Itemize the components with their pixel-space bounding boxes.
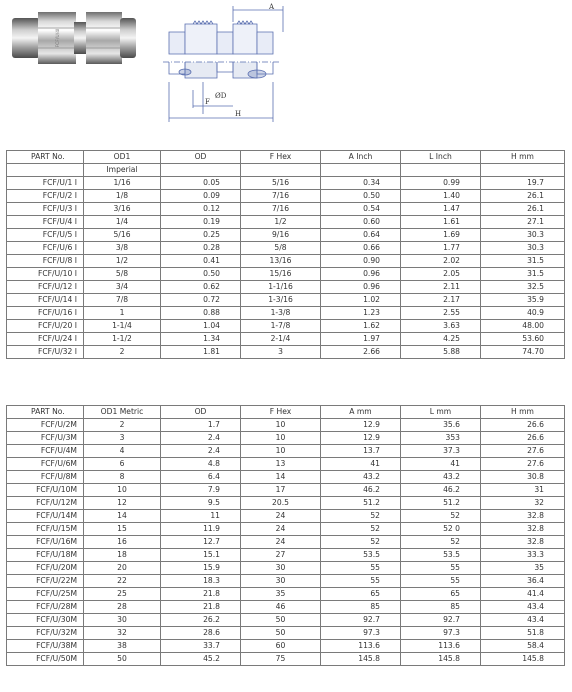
value-cell: 52 (401, 536, 481, 549)
value-cell: 35 (241, 588, 321, 601)
column-header: F Hex (241, 151, 321, 164)
empty-cell (401, 164, 481, 177)
column-header: L Inch (401, 151, 481, 164)
value-cell: 1.62 (321, 320, 401, 333)
value-cell: 31.5 (481, 268, 565, 281)
value-cell: 35.6 (401, 419, 481, 432)
table-row (7, 536, 565, 549)
value-cell: 21.8 (161, 601, 241, 614)
table-row (7, 627, 565, 640)
value-cell: 52 (321, 536, 401, 549)
value-cell: 26.6 (481, 419, 565, 432)
value-cell: 1/8 (84, 190, 161, 203)
value-cell: 32.8 (481, 523, 565, 536)
part-number-cell: FCF/U/2 I (7, 190, 84, 203)
value-cell: 0.12 (161, 203, 241, 216)
value-cell: 48.00 (481, 320, 565, 333)
value-cell: 0.99 (401, 177, 481, 190)
part-number-cell: FCF/U/5 I (7, 229, 84, 242)
value-cell: 7.9 (161, 484, 241, 497)
value-cell: 6.4 (161, 471, 241, 484)
column-header: OD (161, 151, 241, 164)
value-cell: 10 (84, 484, 161, 497)
value-cell: 14 (241, 471, 321, 484)
value-cell: 0.19 (161, 216, 241, 229)
value-cell: 0.96 (321, 281, 401, 294)
value-cell: 10 (241, 432, 321, 445)
value-cell: 51.8 (481, 627, 565, 640)
part-number-cell: FCF/U/28M (7, 601, 84, 614)
part-number-cell: FCF/U/32M (7, 627, 84, 640)
value-cell: 30.3 (481, 242, 565, 255)
value-cell: 19.7 (481, 177, 565, 190)
subheader-row (7, 164, 565, 177)
value-cell: 12 (84, 497, 161, 510)
table-row (7, 510, 565, 523)
value-cell: 52 (321, 523, 401, 536)
value-cell: 32 (84, 627, 161, 640)
table-row (7, 614, 565, 627)
value-cell: 1.97 (321, 333, 401, 346)
table-row (7, 575, 565, 588)
value-cell: 9.5 (161, 497, 241, 510)
value-cell: 0.62 (161, 281, 241, 294)
value-cell: 1.34 (161, 333, 241, 346)
value-cell: 3.63 (401, 320, 481, 333)
value-cell: 7/16 (241, 203, 321, 216)
value-cell: 30 (241, 575, 321, 588)
value-cell: 30.8 (481, 471, 565, 484)
imperial-spec-table (6, 150, 565, 359)
value-cell: 3 (241, 346, 321, 359)
value-cell: 55 (321, 575, 401, 588)
value-cell: 53.60 (481, 333, 565, 346)
table-row (7, 229, 565, 242)
value-cell: 24 (241, 510, 321, 523)
value-cell: 33.7 (161, 640, 241, 653)
value-cell: 1 (84, 307, 161, 320)
part-number-cell: FCF/U/20M (7, 562, 84, 575)
value-cell: 2-1/4 (241, 333, 321, 346)
value-cell: 35 (481, 562, 565, 575)
value-cell: 55 (321, 562, 401, 575)
part-number-cell: FCF/U/6M (7, 458, 84, 471)
value-cell: 10 (241, 419, 321, 432)
value-cell: 13 (241, 458, 321, 471)
value-cell: 6 (84, 458, 161, 471)
value-cell: 5/8 (84, 268, 161, 281)
value-cell: 53.5 (321, 549, 401, 562)
value-cell: 1-3/8 (241, 307, 321, 320)
value-cell: 18.3 (161, 575, 241, 588)
value-cell: 52 (321, 510, 401, 523)
value-cell: 2 (84, 346, 161, 359)
value-cell: 32.5 (481, 281, 565, 294)
part-number-cell: FCF/U/18M (7, 549, 84, 562)
part-number-cell: FCF/U/4 I (7, 216, 84, 229)
value-cell: 85 (321, 601, 401, 614)
value-cell: 27.1 (481, 216, 565, 229)
header-row (7, 151, 565, 164)
column-header: PART No. (7, 151, 84, 164)
value-cell: 92.7 (321, 614, 401, 627)
value-cell: 0.50 (161, 268, 241, 281)
part-number-cell: FCF/U/10M (7, 484, 84, 497)
value-cell: 13/16 (241, 255, 321, 268)
part-number-cell: FCF/U/1 I (7, 177, 84, 190)
value-cell: 2 (84, 419, 161, 432)
value-cell: 28 (84, 601, 161, 614)
value-cell: 46 (241, 601, 321, 614)
value-cell: 25 (84, 588, 161, 601)
table-row (7, 268, 565, 281)
value-cell: 26.1 (481, 190, 565, 203)
table-row (7, 242, 565, 255)
value-cell: 16 (84, 536, 161, 549)
value-cell: 28.6 (161, 627, 241, 640)
value-cell: 92.7 (401, 614, 481, 627)
value-cell: 1.69 (401, 229, 481, 242)
value-cell: 0.64 (321, 229, 401, 242)
value-cell: 37.3 (401, 445, 481, 458)
value-cell: 7/8 (84, 294, 161, 307)
dim-od-label: ØD (215, 92, 227, 100)
value-cell: 1/2 (84, 255, 161, 268)
table-row (7, 281, 565, 294)
part-number-cell: FCF/U/2M (7, 419, 84, 432)
value-cell: 0.50 (321, 190, 401, 203)
table-row (7, 177, 565, 190)
value-cell: 30.3 (481, 229, 565, 242)
table-row (7, 255, 565, 268)
value-cell: 60 (241, 640, 321, 653)
value-cell: 26.2 (161, 614, 241, 627)
value-cell: 21.8 (161, 588, 241, 601)
table-row (7, 333, 565, 346)
part-number-cell: FCF/U/38M (7, 640, 84, 653)
value-cell: 33.3 (481, 549, 565, 562)
value-cell: 10 (241, 445, 321, 458)
value-cell: 30 (241, 562, 321, 575)
part-number-cell: FCF/U/25M (7, 588, 84, 601)
value-cell: 1-7/8 (241, 320, 321, 333)
value-cell: 1/4 (84, 216, 161, 229)
table-row (7, 588, 565, 601)
table-row (7, 294, 565, 307)
empty-cell (7, 164, 84, 177)
value-cell: 26.6 (481, 432, 565, 445)
value-cell: 74.70 (481, 346, 565, 359)
value-cell: 0.09 (161, 190, 241, 203)
value-cell: 1-3/16 (241, 294, 321, 307)
value-cell: 11.9 (161, 523, 241, 536)
value-cell: 1.7 (161, 419, 241, 432)
value-cell: 17 (241, 484, 321, 497)
value-cell: 3/16 (84, 203, 161, 216)
part-number-cell: FCF/U/32 I (7, 346, 84, 359)
value-cell: 1.61 (401, 216, 481, 229)
value-cell: 51.2 (321, 497, 401, 510)
part-number-cell: FCF/U/50M (7, 653, 84, 666)
value-cell: 27.6 (481, 458, 565, 471)
value-cell: 7/16 (241, 190, 321, 203)
value-cell: 0.41 (161, 255, 241, 268)
table-row (7, 653, 565, 666)
dim-f-label: F (205, 98, 210, 106)
table-row (7, 523, 565, 536)
empty-cell (481, 164, 565, 177)
value-cell: 1/16 (84, 177, 161, 190)
part-number-cell: FCF/U/12 I (7, 281, 84, 294)
value-cell: 46.2 (321, 484, 401, 497)
value-cell: 1.04 (161, 320, 241, 333)
empty-cell (321, 164, 401, 177)
part-number-cell: FCF/U/24 I (7, 333, 84, 346)
value-cell: 15.1 (161, 549, 241, 562)
value-cell: 32 (481, 497, 565, 510)
column-header: OD (161, 406, 241, 419)
value-cell: 45.2 (161, 653, 241, 666)
table-row (7, 601, 565, 614)
part-number-cell: FCF/U/4M (7, 445, 84, 458)
value-cell: 1/2 (241, 216, 321, 229)
value-cell: 145.8 (321, 653, 401, 666)
value-cell: 75 (241, 653, 321, 666)
value-cell: 12.9 (321, 419, 401, 432)
value-cell: 43.2 (401, 471, 481, 484)
part-number-cell: FCF/U/10 I (7, 268, 84, 281)
value-cell: 1-1/4 (84, 320, 161, 333)
value-cell: 52 (401, 510, 481, 523)
value-cell: 0.88 (161, 307, 241, 320)
value-cell: 0.25 (161, 229, 241, 242)
value-cell: 2.66 (321, 346, 401, 359)
value-cell: 0.90 (321, 255, 401, 268)
value-cell: 55 (401, 562, 481, 575)
value-cell: 20.5 (241, 497, 321, 510)
value-cell: 15/16 (241, 268, 321, 281)
table-row (7, 458, 565, 471)
value-cell: 43.4 (481, 614, 565, 627)
value-cell: 4.8 (161, 458, 241, 471)
value-cell: 38 (84, 640, 161, 653)
column-header: H mm (481, 406, 565, 419)
table-row (7, 320, 565, 333)
table-row (7, 562, 565, 575)
value-cell: 22 (84, 575, 161, 588)
value-cell: 46.2 (401, 484, 481, 497)
value-cell: 26.1 (481, 203, 565, 216)
column-header: OD1 (84, 151, 161, 164)
value-cell: 3 (84, 432, 161, 445)
value-cell: 31 (481, 484, 565, 497)
part-number-cell: FCF/U/14 I (7, 294, 84, 307)
column-header: F Hex (241, 406, 321, 419)
value-cell: 35.9 (481, 294, 565, 307)
value-cell: 1.77 (401, 242, 481, 255)
value-cell: 3/8 (84, 242, 161, 255)
value-cell: 1.40 (401, 190, 481, 203)
empty-cell (241, 164, 321, 177)
value-cell: 0.54 (321, 203, 401, 216)
value-cell: 0.72 (161, 294, 241, 307)
value-cell: 5/8 (241, 242, 321, 255)
fitting-photo (10, 6, 138, 70)
unit-subheader: Imperial (84, 164, 161, 177)
value-cell: 18 (84, 549, 161, 562)
value-cell: 43.4 (481, 601, 565, 614)
column-header: OD1 Metric (84, 406, 161, 419)
value-cell: 65 (401, 588, 481, 601)
table-row (7, 640, 565, 653)
value-cell: 58.4 (481, 640, 565, 653)
value-cell: 50 (84, 653, 161, 666)
value-cell: 41 (321, 458, 401, 471)
column-header: A mm (321, 406, 401, 419)
value-cell: 4.25 (401, 333, 481, 346)
table-row (7, 497, 565, 510)
value-cell: 2.02 (401, 255, 481, 268)
value-cell: 50 (241, 614, 321, 627)
part-number-cell: FCF/U/12M (7, 497, 84, 510)
value-cell: 113.6 (401, 640, 481, 653)
value-cell: 5/16 (84, 229, 161, 242)
value-cell: 1-1/16 (241, 281, 321, 294)
part-number-cell: FCF/U/8 I (7, 255, 84, 268)
part-number-cell: FCF/U/22M (7, 575, 84, 588)
value-cell: 2.55 (401, 307, 481, 320)
value-cell: 0.05 (161, 177, 241, 190)
value-cell: 97.3 (401, 627, 481, 640)
column-header: A Inch (321, 151, 401, 164)
column-header: PART No. (7, 406, 84, 419)
value-cell: 53.5 (401, 549, 481, 562)
value-cell: 32.8 (481, 510, 565, 523)
value-cell: 4 (84, 445, 161, 458)
value-cell: 1-1/2 (84, 333, 161, 346)
value-cell: 0.66 (321, 242, 401, 255)
value-cell: 2.4 (161, 432, 241, 445)
value-cell: 8 (84, 471, 161, 484)
value-cell: 36.4 (481, 575, 565, 588)
value-cell: 1.23 (321, 307, 401, 320)
metric-spec-table (6, 405, 565, 666)
part-number-cell: FCF/U/14M (7, 510, 84, 523)
value-cell: 5.88 (401, 346, 481, 359)
value-cell: 41.4 (481, 588, 565, 601)
part-number-cell: FCF/U/6 I (7, 242, 84, 255)
dim-h-label: H (235, 110, 242, 118)
value-cell: 12.9 (321, 432, 401, 445)
value-cell: 2.4 (161, 445, 241, 458)
header-row (7, 406, 565, 419)
value-cell: 85 (401, 601, 481, 614)
table-row (7, 471, 565, 484)
value-cell: 353 (401, 432, 481, 445)
value-cell: 14 (84, 510, 161, 523)
part-number-cell: FCF/U/16M (7, 536, 84, 549)
table-row (7, 346, 565, 359)
value-cell: 5/16 (241, 177, 321, 190)
photo-engraving: FCF/U/4I (56, 28, 61, 48)
value-cell: 0.96 (321, 268, 401, 281)
value-cell: 52 0 (401, 523, 481, 536)
table-row (7, 445, 565, 458)
value-cell: 40.9 (481, 307, 565, 320)
part-number-cell: FCF/U/20 I (7, 320, 84, 333)
value-cell: 15.9 (161, 562, 241, 575)
table-row (7, 432, 565, 445)
table-row (7, 307, 565, 320)
part-number-cell: FCF/U/16 I (7, 307, 84, 320)
value-cell: 0.28 (161, 242, 241, 255)
part-number-cell: FCF/U/3M (7, 432, 84, 445)
part-number-cell: FCF/U/3 I (7, 203, 84, 216)
value-cell: 0.34 (321, 177, 401, 190)
value-cell: 113.6 (321, 640, 401, 653)
value-cell: 15 (84, 523, 161, 536)
empty-cell (161, 164, 241, 177)
value-cell: 11 (161, 510, 241, 523)
value-cell: 32.8 (481, 536, 565, 549)
value-cell: 13.7 (321, 445, 401, 458)
value-cell: 145.8 (401, 653, 481, 666)
value-cell: 43.2 (321, 471, 401, 484)
value-cell: 24 (241, 523, 321, 536)
table-row (7, 484, 565, 497)
value-cell: 97.3 (321, 627, 401, 640)
value-cell: 145.8 (481, 653, 565, 666)
value-cell: 2.11 (401, 281, 481, 294)
part-number-cell: FCF/U/30M (7, 614, 84, 627)
column-header: L mm (401, 406, 481, 419)
value-cell: 30 (84, 614, 161, 627)
value-cell: 31.5 (481, 255, 565, 268)
part-number-cell: FCF/U/8M (7, 471, 84, 484)
value-cell: 27.6 (481, 445, 565, 458)
fitting-drawing (163, 2, 323, 124)
value-cell: 2.05 (401, 268, 481, 281)
value-cell: 12.7 (161, 536, 241, 549)
value-cell: 65 (321, 588, 401, 601)
dim-a-label: A (269, 3, 275, 11)
value-cell: 0.60 (321, 216, 401, 229)
table-row (7, 190, 565, 203)
table-row (7, 419, 565, 432)
value-cell: 1.02 (321, 294, 401, 307)
value-cell: 51.2 (401, 497, 481, 510)
value-cell: 27 (241, 549, 321, 562)
value-cell: 41 (401, 458, 481, 471)
value-cell: 1.81 (161, 346, 241, 359)
value-cell: 2.17 (401, 294, 481, 307)
value-cell: 24 (241, 536, 321, 549)
value-cell: 3/4 (84, 281, 161, 294)
table-row (7, 203, 565, 216)
column-header: H mm (481, 151, 565, 164)
table-row (7, 549, 565, 562)
value-cell: 55 (401, 575, 481, 588)
part-number-cell: FCF/U/15M (7, 523, 84, 536)
value-cell: 9/16 (241, 229, 321, 242)
value-cell: 50 (241, 627, 321, 640)
value-cell: 20 (84, 562, 161, 575)
value-cell: 1.47 (401, 203, 481, 216)
table-row (7, 216, 565, 229)
